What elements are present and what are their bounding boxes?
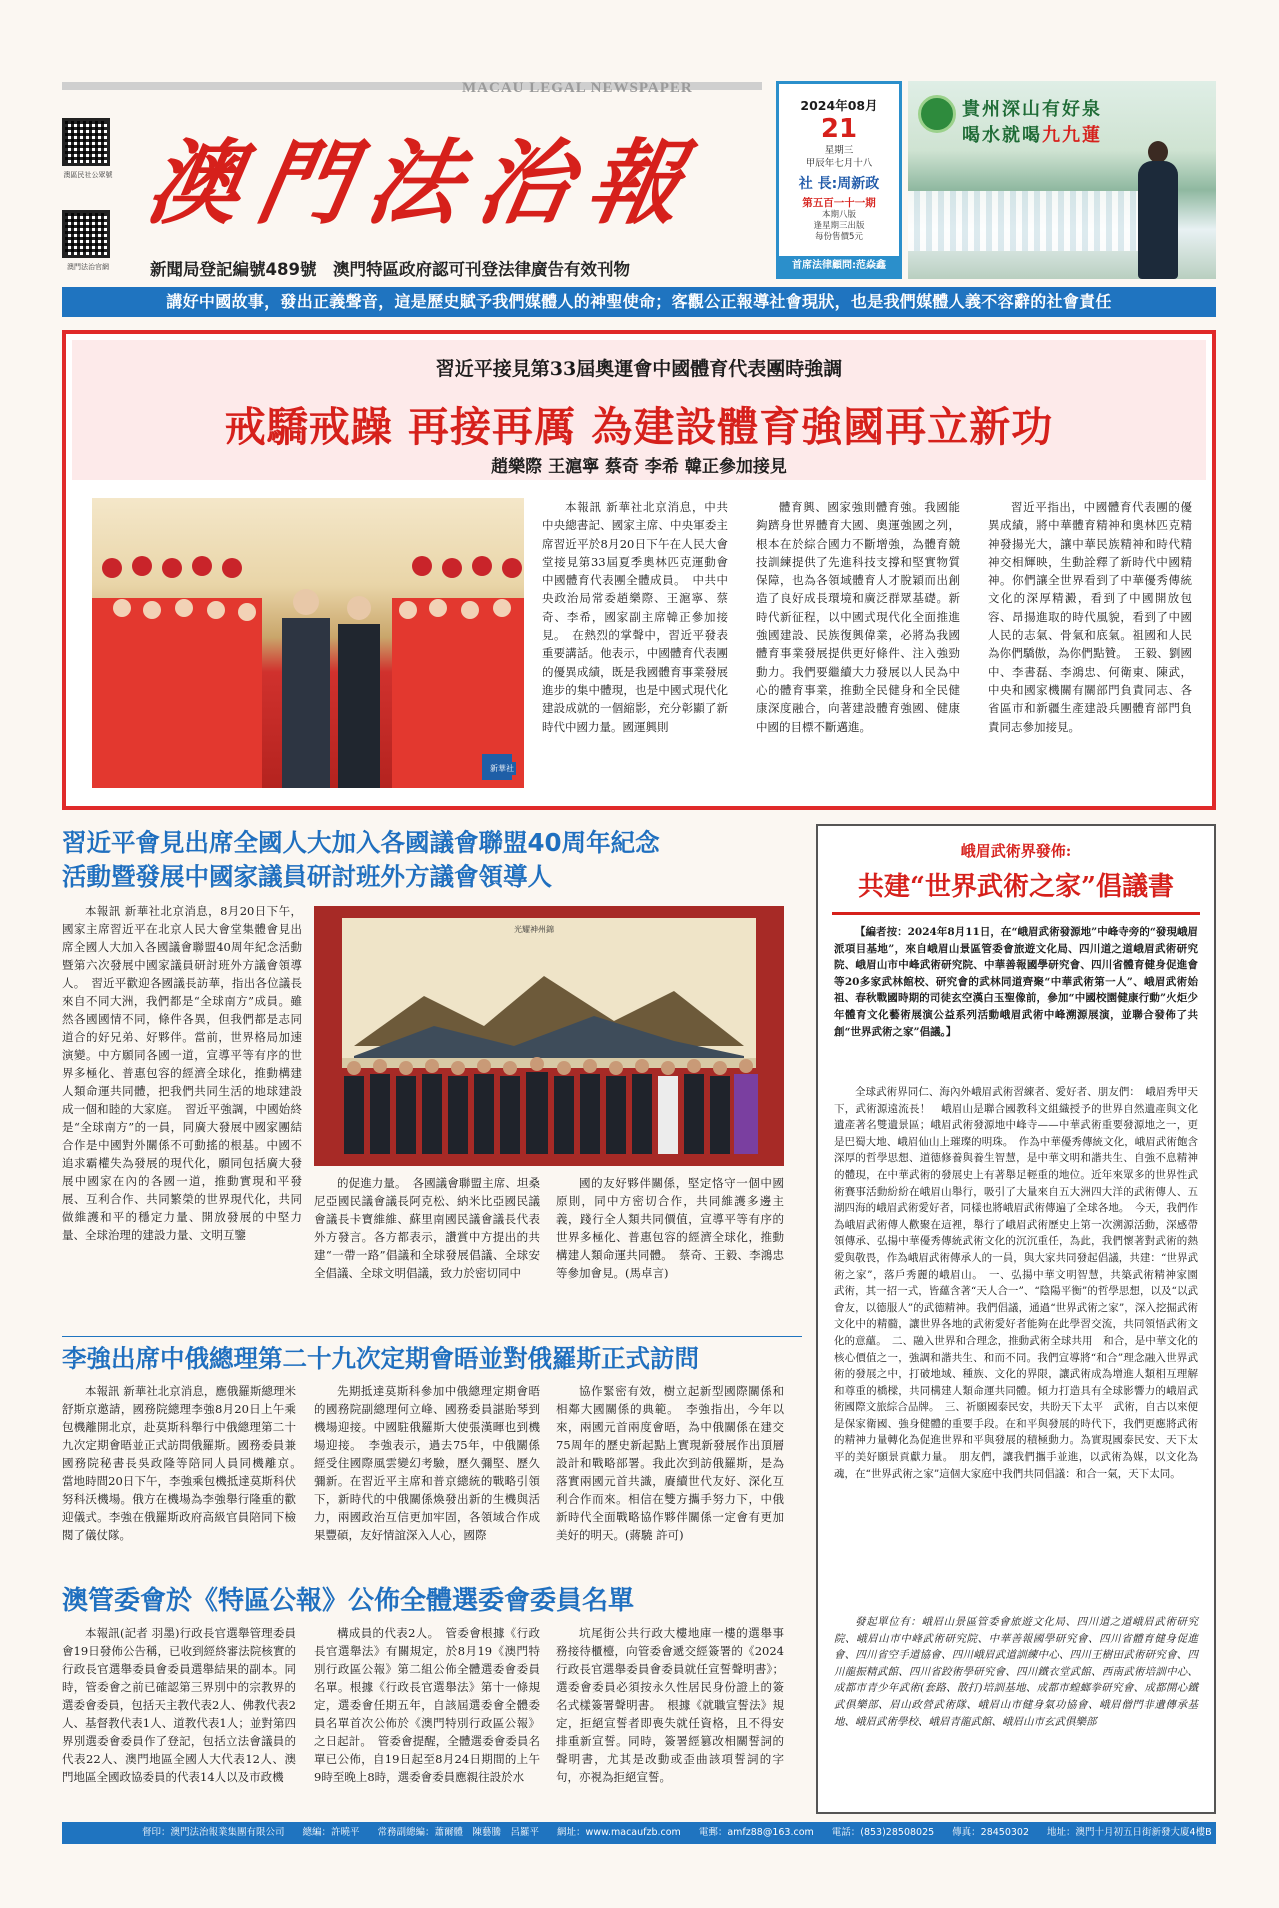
newspaper-logo: 澳門法治報 <box>139 129 709 237</box>
issue-day: 21 <box>820 114 858 144</box>
martial-arts-proposal <box>816 824 1216 1814</box>
martial-signatories: 發起單位有：峨眉山景區管委會旅遊文化局、四川道之道峨眉武術研究院、峨眉山市中峰武術研究院、中華善報國學研究會、四川省體育健身促進會、四川省空手道協會、四川峨眉武道訓練中心、四川王樹田武術研究會、四川龍振精武館、四川省跤術學研究會、四川鐵衣堂武館、西南武術培訓中心、成都市青少年武術(套路、散打)培訓基地、成都市蝗螂拳研究會、成都開心鐵武俱樂部、眉山政營武術隊、峨眉山市健身氣功協會、峨眉僧門非遺傳承基地、峨眉武術學校、峨眉青龍武館、峨眉山市玄武俱樂部 <box>834 1616 1198 1728</box>
story4-col-3: 坑尾街公共行政大樓地庫一樓的選舉事務接待櫃檯，向管委會遞交經簽署的《2024行政長官選舉委員會委員就任宣誓聲明書》；選委會委員必須按永久性居民身份證上的簽名式樣簽署聲明書。 根據《就職宣誓法》規定，拒絕宣誓者即喪失就任資格，且不得安排重新宣誓。同時，簽署經篡改相關誓詞的聲明書，尤其是改動或歪曲該項誓詞的字句，亦視為拒絕宣誓。 <box>556 1626 784 1784</box>
story2-headline-line-2[interactable]: 活動暨發展中國家議員研討班外方議會領導人 <box>62 862 552 891</box>
story4-col-2: 構成員的代表2人。 管委會根據《行政長官選舉法》有關規定，於8月19《澳門特別行政區公報》第二組公佈全體選委會委員名單。根據《行政長官選舉法》第十一條規定，選委會任期五年，自該屆選委會全體委員名單首次公佈於《澳門特別行政區公報》之日起計。 管委會提醒，全體選委會委員名單已公佈，自19日起至8月24日期間的上午9時至晚上8時，選委會委員應親往設於水 <box>314 1626 540 1784</box>
story2-col-2: 的促進力量。 各國議會聯盟主席、坦桑尼亞國民議會議長阿克松、納米比亞國民議會議長卡寶維維、蘇里南國民議會議長代表外方發言。各方都表示，讚賞中方提出的共建“一帶一路”倡議和全球發展倡議、全球安全倡議、全球文明倡議，致力於密切同中 <box>314 1176 540 1280</box>
footer-printer: 督印：澳門法治報業集團有限公司 <box>142 1827 285 1838</box>
story2-photo[interactable] <box>314 906 784 1166</box>
ad-line-1: 貴州深山有好泉 <box>962 99 1102 120</box>
qr-code-website[interactable] <box>62 210 110 258</box>
martial-body: 全球武術界同仁、海內外峨眉武術習練者、愛好者、朋友們： 峨眉秀甲天下，武術源遠流長！ 峨眉山是聯合國教科文組織授予的世界自然遺產與文化遺產著名雙遺景區；峨眉武術發源地中峰寺——中華武術重要發源地之一，更是巴蜀大地、峨眉仙山上璀璨的明珠。 作為中華優秀傳統文化，峨眉武術飽含深厚的哲學思想、道德修養與養生智慧，是中華文明和諧共生、自強不息精神的體現，在中華武術的發展史上有著舉足輕重的地位。近年來眾多的世界性武術賽事活動紛紛在峨眉山舉行，吸引了大量來自五大洲四大洋的武術傳人、五湖四海的峨眉武術愛好者，同樣也將峨眉武術傳遍了全球各地。 今天，我們作為峨眉武術傳人歡聚在這裡，舉行了峨眉武術歷史上第一次溯源活動，深感帶領傳承、弘揚中華優秀傳統武術文化的沉沉重任，為此，我們懷著對武術的熱愛與敬畏，作為峨眉武術傳承人的一員，與大家共同發起倡議，共建：“世界武術之家”，落戶秀麗的峨眉山。 一、弘揚中華文明智慧，共築武術精神家園 武術，其一招一式，皆蘊含著“天人合一”、“陰陽平衡”的哲學思想，以及“以武會友，以德服人”的武德精神。我們倡議，通過“世界武術之家”，深入挖掘武術文化中的精髓，讓世界各地的武術愛好者能夠在此學習交流，共同領悟武術文化的意蘊。 二、融入世界和合理念，推動武術全球共用 和合，是中華文化的核心價值之一，強調和諧共生、和而不同。我們宣導將“和合”理念融入世界武術的發展之中，打破地域、種族、文化的界限，讓武術成為增進人類相互理解和尊重的橋樑，共同構建人類命運共同體。傾力打造具有全球影響力的峨眉武術國際文旅綜合品牌。 三、祈願國泰民安，共盼天下太平 武術，自古以來便是保家衛國、強身健體的重要手段。在和平與發展的時代下，我們更應將武術的精神力量轉化為促進世界和平與發展的積極動力。為實現國泰民安、天下太平的美好願景貢獻力量。 朋友們，讓我們攜手並進，以武術為媒，以文化為魂，在“世界武術之家”這個大家庭中我們共同倡議：和合一氣，天下太同。 <box>834 1086 1209 1480</box>
meeting-group-illustration <box>314 906 784 1166</box>
ad-line-2 <box>962 121 1102 147</box>
top-story-headline[interactable]: 戒驕戒躁 再接再厲 為建設體育強國再立新功 <box>224 403 1054 451</box>
registration-line: 新聞局登記編號489號 澳門特區政府認可刊登法律廣告有效刊物 <box>150 260 630 279</box>
ad-line-2a: 喝水就喝 <box>962 125 1042 146</box>
story3-col-3: 協作緊密有效，樹立起新型國際關係和相鄰大國關係的典範。 李強指出，今年以來，兩國元首兩度會晤，為中俄關係在建交75周年的歷史新起點上實現新發展作出頂層設計和戰略部署。我此次到訪俄羅斯，是為落實兩國元首共識，賡續世代友好、深化互利合作而來。相信在雙方攜手努力下，中俄新時代全面戰略協作夥伴關係一定會有更加美好的明天。(蔣驍 許可) <box>556 1384 784 1542</box>
top-story-col-1: 本報訊 新華社北京消息，中共中央總書記、國家主席、中央軍委主席習近平於8月20日下午在人民大會堂接見第33屆夏季奧林匹克運動會中國體育代表團全體成員。 中共中央政治局常委趙樂際、王滬寧、蔡奇、李希，國家副主席韓正參加接見。 在熱烈的掌聲中，習近平發表重要講話。他表示，中國體育代表團的優異成績，既是我國體育事業發展進步的集中體現，也是中國式現代化建設成就的一個縮影，充分彰顯了新時代中國力量。國運興則 <box>542 500 728 734</box>
story3-headline[interactable]: 李強出席中俄總理第二十九次定期會晤並對俄羅斯正式訪問 <box>62 1344 699 1373</box>
price: 每份售價5元 <box>815 232 863 242</box>
issue-year-month: 2024年08月 <box>800 98 878 113</box>
footer-address: 地址：澳門十月初五日街新發大廈4樓B <box>1047 1827 1212 1838</box>
top-story <box>62 330 1216 810</box>
story3-col-1: 本報訊 新華社北京消息，應俄羅斯總理米舒斯京邀請，國務院總理李強8月20日上午乘包機離開北京，赴莫斯科舉行中俄總理第二十九次定期會晤並正式訪問俄羅斯。國務委員兼國務院秘書長吳政隆等陪同人員同機離京。 當地時間20日下午，李強乘包機抵達莫斯科伏努科沃機場。俄方在機場為李強舉行隆重的歡迎儀式。李強在俄羅斯政府高級官員陪同下檢閱了儀仗隊。 <box>62 1384 308 1542</box>
issue-weekday: 星期三 <box>824 145 854 156</box>
issue-lunar-date: 甲辰年七月十八 <box>805 158 873 169</box>
martial-headline[interactable]: 共建“世界武術之家”倡議書 <box>858 872 1174 902</box>
footer-phone: 電話：(853)28508025 <box>831 1827 935 1838</box>
top-story-kicker: 習近平接見第33屆奧運會中國體育代表團時強調 <box>435 358 843 380</box>
issue-number: 第五百一十一期 <box>802 197 876 209</box>
story2-headline-line-1[interactable]: 習近平會見出席全國人大加入各國議會聯盟40周年紀念 <box>62 828 660 857</box>
martial-editor-note: 【編者按：2024年8月11日，在“峨眉武術發源地”中峰寺旁的“發現峨眉派項目基地”，來自峨眉山景區管委會旅遊文化局、四川道之道峨眉武術研究院、峨眉山市中峰武術研究院、中華善報國學研究會、四川省體育健身促進會等20多家武林館校、研究會的武林同道齊聚“中華武術第一人”、峨眉武術始祖、春秋戰國時期的司徒玄空漢白玉聖像前，參加“中國校園健康行動”火炬少年體育文化藝術展演公益系列活動峨眉武術中峰溯源展演，並聯合發佈了共創“世界武術之家”倡議。】 <box>834 926 1198 1038</box>
top-story-photo[interactable] <box>92 498 524 788</box>
pages-count: 本期八版 <box>821 210 856 220</box>
footer-deputy-editors: 常務副總編：蕭爾體 陳藝騰 呂羅平 <box>377 1827 540 1838</box>
martial-kicker: 峨眉武術界發佈: <box>960 842 1072 860</box>
top-story-col-3: 習近平指出，中國體育代表團的優異成績，將中華體育精神和奧林匹克精神發揚光大，讓中華民族精神和時代精神交相輝映，生動詮釋了新時代中國精神。你們讓全世界看到了中華優秀傳統文化的深厚精澱，看到了中國開放包容、昂揚進取的時代風貌，看到了中國人民的志氣、骨氣和底氣。祖國和人民為你們驕傲，為你們點贊。 王毅、劉國中、李書磊、李鴻忠、何衛東、陳武，中央和國家機關有關部門負責同志、各省區市和新疆生產建設兵團體育部門負責同志參加接見。 <box>988 500 1192 734</box>
story4-headline[interactable]: 澳管委會於《特區公報》公佈全體選委會委員名單 <box>62 1586 635 1616</box>
story4-col-1: 本報訊(記者 羽墨)行政長官選舉管理委員會19日發佈公告稱，已收到經終審法院核實的行政長官選舉委員會委員選舉結果的副本。同時，管委會之前已確認第三界別中的宗教界的選委會委員，包括天主教代表2人、佛教代表2人、基督教代表1人、道教代表1人；並對第四界別選委會委員作了登記，包括立法會議員的代表22人、澳門地區全國人大代表12人、澳門地區全國政協委員的代表14人以及市政機 <box>62 1626 296 1784</box>
qr-caption-website: 澳門法治官網 <box>67 263 109 271</box>
model-figure-image <box>1130 141 1186 279</box>
reception-scene-illustration <box>92 498 524 788</box>
brand-seal-icon <box>918 95 956 133</box>
footer-fax: 傳真：28450302 <box>952 1827 1030 1838</box>
english-title: MACAU LEGAL NEWSPAPER <box>462 80 693 96</box>
footer-editor: 總編：許曉平 <box>302 1827 360 1838</box>
top-story-col-2: 體育興、國家強則體育強。我國能夠躋身世界體育大國、奧運強國之列，根本在於綜合國力不斷增強，為體育競技訓練提供了先進科技支撐和堅實物質保障，也為各領域體育人才脫穎而出創造了良好成長環境和廣泛群眾基礎。新時代新征程，以中國式現代化全面推進強國建設、民族復興偉業，必將為我國體育事業發展提供更好條件、注入強勁動力。我們要繼續大力發展以人民為中心的體育事業，推動全民健身和全民健康深度融合，向著建設體育強國、健康中國的目標不斷邁進。 <box>756 500 960 734</box>
qr-code-wechat[interactable] <box>62 118 110 166</box>
story2-col-1: 本報訊 新華社北京消息，8月20日下午，國家主席習近平在北京人民大會堂集體會見出席全國人大加入各國議會聯盟40周年紀念活動暨第六次發展中國家議員研討班外方議會領導人。 習近平歡迎各國議長訪華，指出各位議長來自不同大洲，我們都是“全球南方”成員。雖然各國國情不同，條件各異，但我們都是志同道合的好兄弟、好夥伴。當前，世界格局加速演變。中方願同各國一道，宣導平等有序的世界多極化、普惠包容的經濟全球化，推動構建人類命運共同體，把我們共同生活的地球建設成一個和睦的大家庭。 習近平強調，中國始終是“全球南方”的一員，同廣大發展中國家團結合作是中國對外關係不可動搖的根基。中國不追求霸權失為發展的現代化，願同包括廣大發展中國家在內的各國一道，推動實現和平發展、互利合作、共同繁榮的世界現代化，共同做維護和平的穩定力量、開放發展的中堅力量、全球治理的建設力量、文明互鑒 <box>62 904 302 1242</box>
advertisement-banner[interactable] <box>908 81 1216 279</box>
top-story-header <box>72 340 1206 480</box>
story3-col-2: 先期抵達莫斯科參加中俄總理定期會晤的國務院副總理何立峰、國務委員諶貽琴到機場迎接。中國駐俄羅斯大使張漢暉也到機場迎接。 李強表示，過去75年，中俄關係經受住國際風雲變幻考驗，歷久彌堅、歷久彌新。在習近平主席和普京總統的戰略引領下，新時代的中俄關係煥發出新的生機與活力，兩國政治互信更加牢固，各領域合作成果豐碩，友好情誼深入人心，國際 <box>314 1384 540 1542</box>
legal-advisor: 首席法律顧問:范焱鑫 <box>779 256 899 276</box>
date-box <box>776 81 902 279</box>
top-story-subhead: 趙樂際 王滬寧 蔡奇 李希 韓正參加接見 <box>491 457 787 477</box>
slogan-bar: 講好中國故事，發出正義聲音，這是歷史賦予我們媒體人的神聖使命；客觀公正報導社會現狀，也是我們媒體人義不容辭的社會責任 <box>62 287 1216 317</box>
footer-bar <box>62 1822 1216 1844</box>
story2-col-3: 國的友好夥伴關係，堅定恪守一個中國原則，同中方密切合作，共同維護多邊主義，踐行全人類共同價值，宣導平等有序的世界多極化、普惠包容的經濟全球化，推動構建人類命運共同體。 蔡奇、王毅、李鴻忠等參加會見。(馬卓言) <box>556 1176 784 1280</box>
ad-brand: 九九蓮 <box>1042 125 1102 146</box>
section-divider <box>62 1336 802 1337</box>
footer-email-link[interactable]: 電郵：amfz88@163.com <box>698 1827 814 1838</box>
waterfall-image <box>908 191 1138 251</box>
footer-website-link[interactable]: 網址：www.macaufzb.com <box>557 1827 681 1838</box>
qr-caption-wechat: 澳區民社公眾號 <box>63 171 113 179</box>
photo-credit: 新華社 <box>490 764 514 773</box>
publisher-name: 社 長:周新政 <box>798 176 880 192</box>
painting-inscription: 光耀神州錦 <box>514 925 554 934</box>
publish-schedule: 逢星期三出版 <box>813 221 865 231</box>
martial-rule <box>832 912 1200 915</box>
